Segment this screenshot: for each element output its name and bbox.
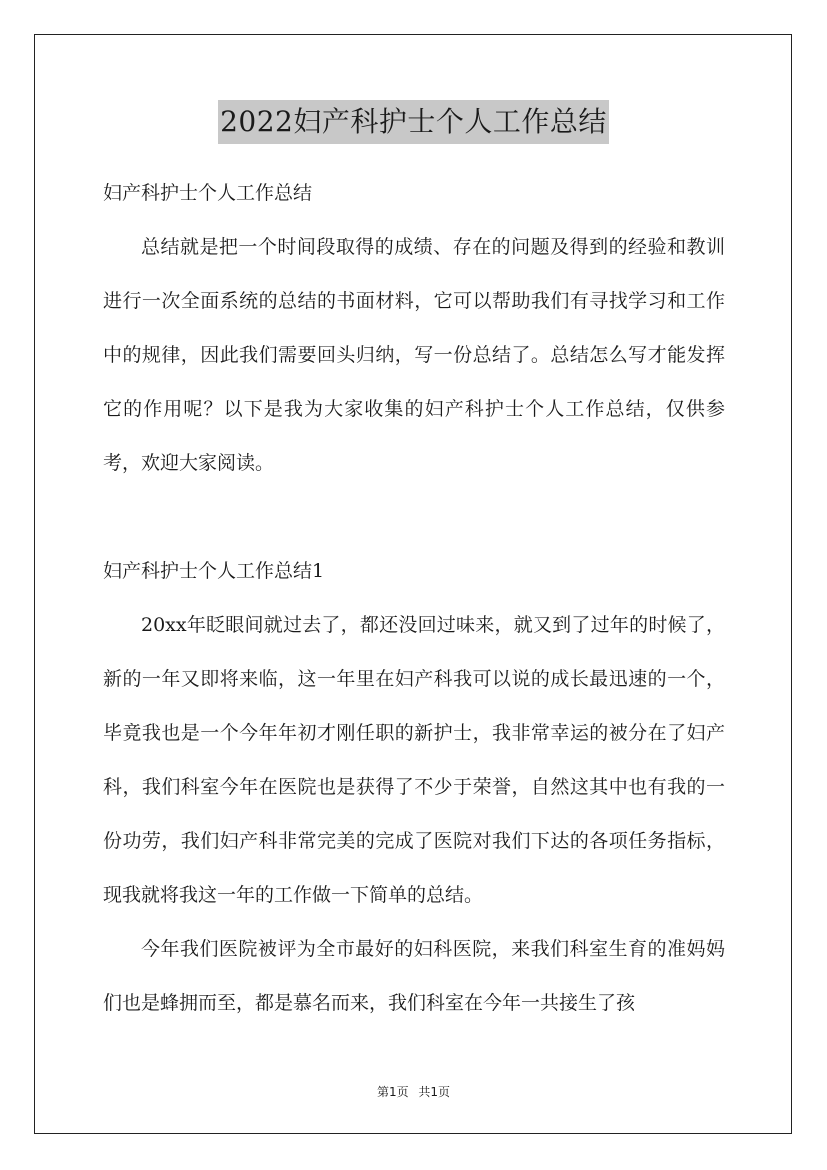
body-paragraph-1: 20xx年眨眼间就过去了，都还没回过味来，就又到了过年的时候了，新的一年又即将来临，这一年里在妇产科我可以说的成长最迅速的一个，毕竟我也是一个今年年初才刚任职的新护士，我非常幸运的被分在了妇产科，我们科室今年在医院也是获得了不少于荣誉，自然这其中也有我的一份功劳，我们妇产科非常完美的完成了医院对我们下达的各项任务指标，现我就将我这一年的工作做一下简单的总结。 xyxy=(103,614,725,906)
intro-paragraph: 总结就是把一个时间段取得的成绩、存在的问题及得到的经验和教训进行一次全面系统的总结的书面材料，它可以帮助我们有寻找学习和工作中的规律，因此我们需要回头归纳，写一份总结了。总结怎么写才能发挥它的作用呢？以下是我为大家收集的妇产科护士个人工作总结，仅供参考，欢迎大家阅读。 xyxy=(103,236,725,474)
section-heading: 妇产科护士个人工作总结1 xyxy=(103,560,325,582)
document-title-text: 2022妇产科护士个人工作总结 xyxy=(218,100,609,144)
document-subtitle: 妇产科护士个人工作总结 xyxy=(103,182,313,204)
page-footer xyxy=(0,1083,827,1100)
page-number-current: 第1页 xyxy=(376,1085,409,1099)
body-paragraph-2: 今年我们医院被评为全市最好的妇科医院，来我们科室生育的准妈妈们也是蜂拥而至，都是慕名而来，我们科室在今年一共接生了孩 xyxy=(103,938,725,1014)
page-number-total: 共1页 xyxy=(418,1085,451,1099)
document-title xyxy=(0,100,827,144)
